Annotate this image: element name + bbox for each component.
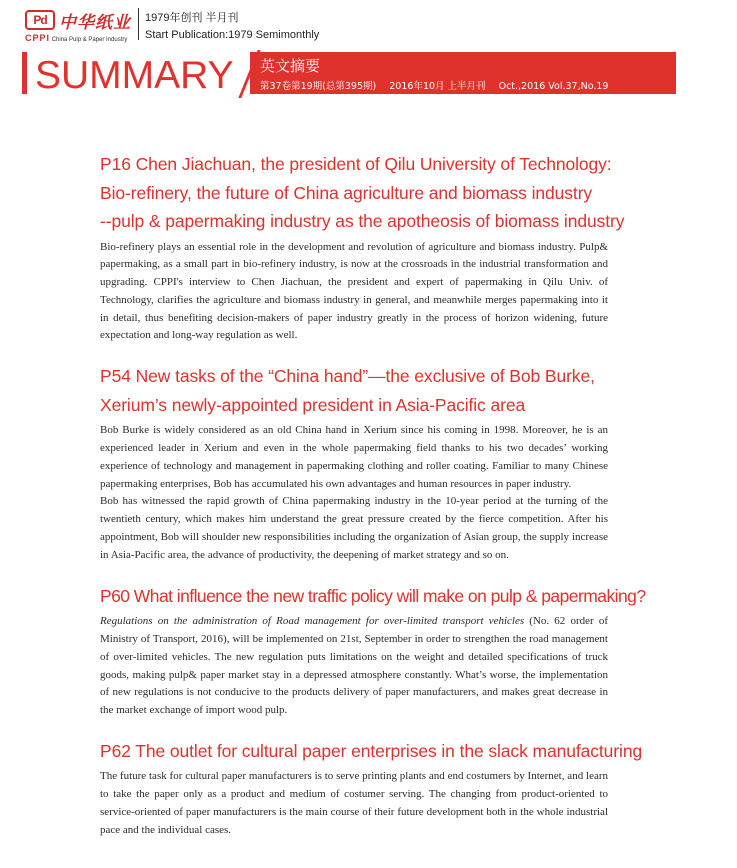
paragraph: Bob has witnessed the rapid growth of China papermaking industry in the 10-year period at the turning of the twentieth century, which makes him understand the great pressure created by the fierce competition. After his appointment, Bob will shoulder new responsibilities including the organization of Asian group, the supply increase in Asia-Pacific area, the advance of productivity, the deepening of market strategy and so on. [100, 495, 608, 561]
title-line: P54 New tasks of the “China hand”—the exclusive of Bob Burke, [100, 366, 595, 387]
title-line: --pulp & papermaking industry as the apotheosis of biomass industry [100, 211, 625, 231]
regulation-name: Regulations on the administration of Road management for over-limited transport vehicles [100, 615, 525, 628]
article-body [100, 239, 608, 346]
article-p16 [100, 150, 625, 345]
article-title [100, 582, 646, 611]
logo-english-name: China Pulp & Paper Industry [51, 37, 128, 43]
title-line: P60 What influence the new traffic policy will make on pulp & papermaking? [100, 585, 646, 606]
paragraph: The future task for cultural paper manufacturers is to serve printing plants and end costumers by Internet, and learn to take the paper only as a product and medium of costumer serving. The changing from product-oriented to service-oriented of paper manufacturers is the main course of their future development both in the whole industrial pace and the individual cases. [100, 770, 608, 836]
banner-title-cn: 英文摘要 [260, 57, 321, 75]
start-en: Start Publication:1979 Semimonthly [145, 29, 320, 41]
logo-mark: Pd [25, 10, 55, 30]
banner-issue-line [260, 78, 618, 92]
article-p62 [100, 737, 643, 840]
header-divider [138, 8, 139, 40]
article-body [100, 768, 608, 839]
logo-chinese-name: 中华纸业 [59, 13, 131, 33]
title-line: Xerium’s newly-appointed president in Asia-Pacific area [100, 394, 526, 415]
paragraph: Bob Burke is widely considered as an old China hand in Xerium since his coming in 1998. Moreover, he is an experienced leader in Xerium and even in the whole papermaking field thanks to his two decades’ working experience of technology and management in papermaking clothing and roller coating. Familiar to many Chinese papermaking enterprises, Bob has accumulated his own advantages and human resources in paper industry. [100, 424, 608, 490]
article-body [100, 613, 608, 720]
summary-banner [22, 52, 676, 97]
article-title [100, 737, 643, 766]
logo-cppi: CPPI [25, 33, 51, 43]
title-line: P16 Chen Jiachuan, the president of Qilu University of Technology: [100, 154, 612, 174]
article-p60 [100, 582, 646, 720]
summary-content [100, 150, 646, 857]
title-line: Bio-refinery, the future of China agriculture and biomass industry [100, 182, 593, 203]
banner-left-bar [22, 52, 27, 94]
logo-subtitle [25, 33, 127, 43]
start-cn: 1979年创刊 半月刊 [145, 12, 239, 24]
issue-en: Oct.,2016 Vol.37,No.19 [498, 81, 609, 92]
date-cn: 2016年10月 上半月刊 [389, 81, 486, 92]
summary-heading: SUMMARY [35, 54, 234, 97]
article-title [100, 362, 608, 419]
article-title [100, 150, 625, 236]
paragraph: Bio-refinery plays an essential role in the development and revolution of agriculture and biomass industry. Pulp& papermaking, as a small part in bio-refinery industry, is now at the crossroads in the industrial transformation and upgrading. CPPI's interview to Chen Jiachuan, the president and expert of papermaking in Qilu Univ. of Technology, clarifies the agriculture and biomass industry in general, and meanwhile merges papermaking into it in detail, thus benefiting decision-makers of paper industry greatly in the process of horizon widening, future expectation and long-way regulation as well. [100, 240, 608, 342]
article-body [100, 422, 608, 564]
issue-cn: 第37卷第19期(总第395期) [260, 81, 377, 92]
publication-info [145, 10, 319, 44]
journal-logo [25, 8, 135, 44]
article-p54 [100, 362, 608, 564]
title-line: P62 The outlet for cultural paper enterprises in the slack manufacturing [100, 740, 643, 761]
paragraph-rest: (No. 62 order of Ministry of Transport, 2016), will be implemented on 21st, September in order to strengthen the road management of over-limited vehicles. The new regulation puts limitations on the weight and detailed specifications of truck goods, making pulp& paper market stay in a depressed atmosphere constantly. What’s worse, the implementation of new regulations is not conducive to the products delivery of paper manufacturers, and makes great decrease in the market exchange of import wood pulp. [100, 615, 608, 717]
paragraph [100, 613, 608, 720]
